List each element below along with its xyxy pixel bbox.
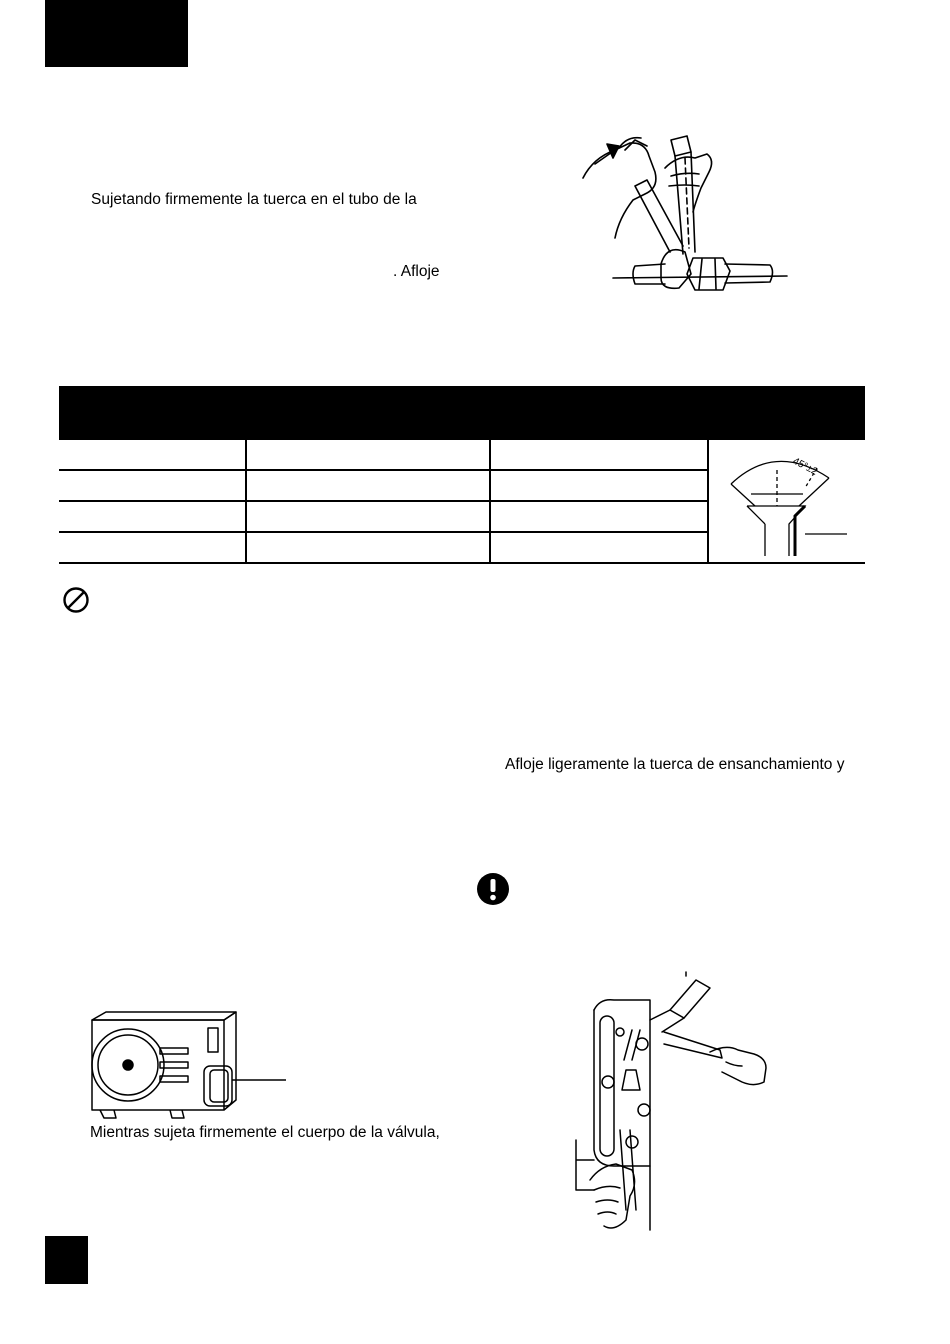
paragraph-hold-nut: Sujetando firmemente la tuerca en el tubo de la — [91, 191, 417, 208]
flare-angle-label: 45°±2 — [790, 455, 820, 478]
flare-figure-cell — [708, 440, 865, 563]
paragraph-loosen: . Afloje — [393, 263, 440, 280]
paragraph-loosen-flare-nut: Afloje ligeramente la tuerca de ensanchamiento y — [505, 756, 845, 773]
header-tab — [45, 0, 188, 67]
valve-wrench-illustration — [570, 970, 780, 1235]
exclamation-icon — [476, 872, 510, 906]
table-header-cell — [246, 386, 490, 440]
wrench-hands-illustration — [575, 128, 795, 298]
torque-table — [59, 386, 865, 564]
paragraph-hold-valve: Mientras sujeta firmemente el cuerpo de la válvula, — [90, 1124, 440, 1141]
prohibition-icon — [62, 586, 90, 614]
table-header-cell — [59, 386, 246, 440]
table-header-cell — [490, 386, 865, 440]
table-row — [59, 440, 865, 470]
flare-angle-diagram — [709, 444, 866, 560]
page-number-tab — [45, 1236, 88, 1284]
outdoor-unit-illustration — [86, 1010, 296, 1122]
